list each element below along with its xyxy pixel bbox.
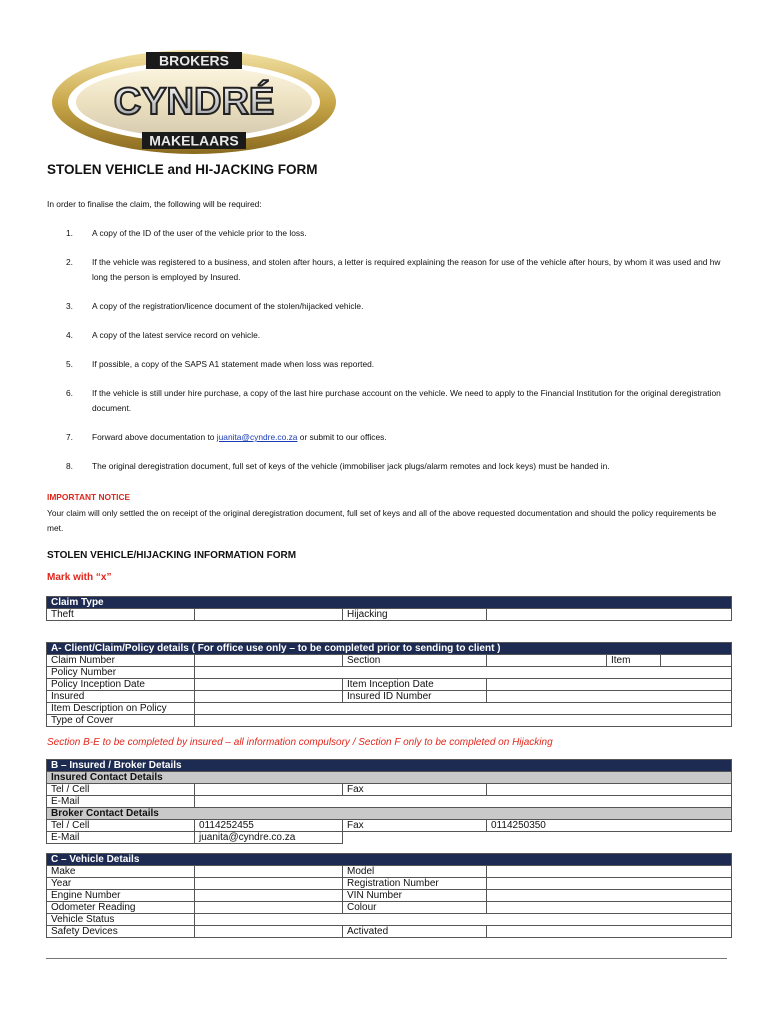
insured-id-number-label: Insured ID Number (343, 691, 487, 703)
item-description-field[interactable] (195, 703, 732, 715)
year-field[interactable] (195, 878, 343, 890)
section-a-table (46, 642, 732, 727)
item-inception-date-label: Item Inception Date (343, 679, 487, 691)
type-of-cover-field[interactable] (195, 715, 732, 727)
insured-email-label: E-Mail (47, 796, 195, 808)
insured-tel-field[interactable] (195, 784, 343, 796)
section-c-table (46, 853, 732, 938)
engine-number-field[interactable] (195, 890, 343, 902)
safety-devices-field[interactable] (195, 926, 343, 938)
year-label: Year (47, 878, 195, 890)
section-label: Section (343, 655, 487, 667)
blank-cell (343, 832, 732, 844)
requirement-item (47, 226, 727, 241)
model-field[interactable] (487, 866, 732, 878)
form-heading: STOLEN VEHICLE/HIJACKING INFORMATION FORM (47, 550, 297, 561)
model-label: Model (343, 866, 487, 878)
requirement-number: 1. (66, 228, 73, 238)
engine-number-label: Engine Number (47, 890, 195, 902)
footer-divider (46, 958, 727, 959)
cyndre-brokers-logo (48, 46, 340, 158)
section-a-header: A- Client/Claim/Policy details ( For office use only – to be completed prior to sending to client ) (47, 643, 732, 655)
insured-email-field[interactable] (195, 796, 732, 808)
requirement-number: 7. (66, 432, 73, 442)
requirement-text: If possible, a copy of the SAPS A1 statement made when loss was reported. (92, 359, 375, 369)
section-field[interactable] (487, 655, 607, 667)
broker-tel-label: Tel / Cell (47, 820, 195, 832)
registration-number-label: Registration Number (343, 878, 487, 890)
requirement-item (47, 328, 727, 343)
requirement-text: The original deregistration document, full set of keys of the vehicle (immobiliser jack plugs/alarm remotes and lock keys) must be handed in. (92, 461, 610, 471)
requirement-number: 4. (66, 330, 73, 340)
requirement-text: A copy of the registration/licence document of the stolen/hijacked vehicle. (92, 301, 364, 311)
registration-number-field[interactable] (487, 878, 732, 890)
insured-fax-label: Fax (343, 784, 487, 796)
claim-type-header: Claim Type (47, 597, 732, 609)
type-of-cover-label: Type of Cover (47, 715, 195, 727)
insured-label: Insured (47, 691, 195, 703)
requirement-text (92, 430, 727, 445)
make-field[interactable] (195, 866, 343, 878)
odometer-reading-label: Odometer Reading (47, 902, 195, 914)
requirement-number: 6. (66, 388, 73, 398)
section-b-table (46, 759, 732, 844)
requirement-item (47, 357, 727, 372)
requirement-text: A copy of the ID of the user of the vehicle prior to the loss. (92, 228, 307, 238)
page-title: STOLEN VEHICLE and HI-JACKING FORM (47, 162, 318, 177)
policy-number-field[interactable] (195, 667, 732, 679)
theft-mark-cell[interactable] (195, 609, 343, 621)
policy-inception-date-field[interactable] (195, 679, 343, 691)
important-notice-text: Your claim will only settled the on receipt of the original deregistration document, full set of keys and all of the above requested documentation and should the policy requirements be met. (47, 508, 717, 533)
insured-id-number-field[interactable] (487, 691, 732, 703)
intro-text: In order to finalise the claim, the following will be required: (47, 199, 262, 209)
requirement-text-after: or submit to our offices. (297, 432, 387, 442)
requirement-text-before: Forward above documentation to (92, 432, 217, 442)
insured-contact-subheader: Insured Contact Details (47, 772, 732, 784)
broker-fax-value[interactable]: 0114250350 (487, 820, 732, 832)
logo-main-text: CYNDRÉ (113, 81, 275, 123)
odometer-reading-field[interactable] (195, 902, 343, 914)
claim-number-field[interactable] (195, 655, 343, 667)
requirement-item (47, 299, 727, 314)
requirement-number: 3. (66, 301, 73, 311)
hijacking-mark-cell[interactable] (487, 609, 732, 621)
item-description-label: Item Description on Policy (47, 703, 195, 715)
mark-with-instruction: Mark with “x” (47, 572, 112, 583)
theft-label: Theft (47, 609, 195, 621)
requirement-number: 8. (66, 461, 73, 471)
requirement-item (47, 255, 727, 285)
requirement-item (47, 430, 727, 445)
requirement-text: If the vehicle is still under hire purchase, a copy of the last hire purchase account on the vehicle. We need to apply to the Financial Institution for the original deregistration document. (92, 388, 721, 413)
requirement-text: If the vehicle was registered to a business, and stolen after hours, a letter is required explaining the reason for use of the vehicle after hours, by whom it was used and hw long the person is employed by Insured. (92, 257, 721, 282)
important-notice-heading: IMPORTANT NOTICE (47, 492, 131, 502)
requirement-number: 2. (66, 257, 73, 267)
item-label: Item (607, 655, 661, 667)
section-b-header: B – Insured / Broker Details (47, 760, 732, 772)
vin-number-field[interactable] (487, 890, 732, 902)
broker-fax-label: Fax (343, 820, 487, 832)
requirement-number: 5. (66, 359, 73, 369)
claim-type-table (46, 596, 732, 621)
broker-email-value[interactable]: juanita@cyndre.co.za (195, 832, 343, 844)
colour-field[interactable] (487, 902, 732, 914)
requirement-item (47, 386, 727, 416)
colour-label: Colour (343, 902, 487, 914)
email-link[interactable]: juanita@cyndre.co.za (216, 432, 298, 442)
insured-fax-field[interactable] (487, 784, 732, 796)
section-instruction-note: Section B-E to be completed by insured – all information compulsory / Section F only to be completed on Hijacking (47, 737, 553, 748)
requirement-item (47, 459, 727, 474)
requirements-list (47, 226, 727, 474)
insured-tel-label: Tel / Cell (47, 784, 195, 796)
broker-contact-subheader: Broker Contact Details (47, 808, 732, 820)
policy-number-label: Policy Number (47, 667, 195, 679)
logo-top-text: BROKERS (158, 52, 230, 69)
item-inception-date-field[interactable] (487, 679, 732, 691)
vehicle-status-label: Vehicle Status (47, 914, 195, 926)
hijacking-label: Hijacking (343, 609, 487, 621)
insured-field[interactable] (195, 691, 343, 703)
broker-tel-value[interactable]: 0114252455 (195, 820, 343, 832)
requirement-text: A copy of the latest service record on vehicle. (92, 330, 261, 340)
broker-email-label: E-Mail (47, 832, 195, 844)
section-c-header: C – Vehicle Details (47, 854, 732, 866)
vehicle-status-field[interactable] (195, 914, 732, 926)
claim-number-label: Claim Number (47, 655, 195, 667)
item-field[interactable] (661, 655, 732, 667)
policy-inception-date-label: Policy Inception Date (47, 679, 195, 691)
activated-field[interactable] (487, 926, 732, 938)
safety-devices-label: Safety Devices (47, 926, 195, 938)
vin-number-label: VIN Number (343, 890, 487, 902)
activated-label: Activated (343, 926, 487, 938)
logo-bottom-text: MAKELAARS (149, 132, 239, 149)
make-label: Make (47, 866, 195, 878)
